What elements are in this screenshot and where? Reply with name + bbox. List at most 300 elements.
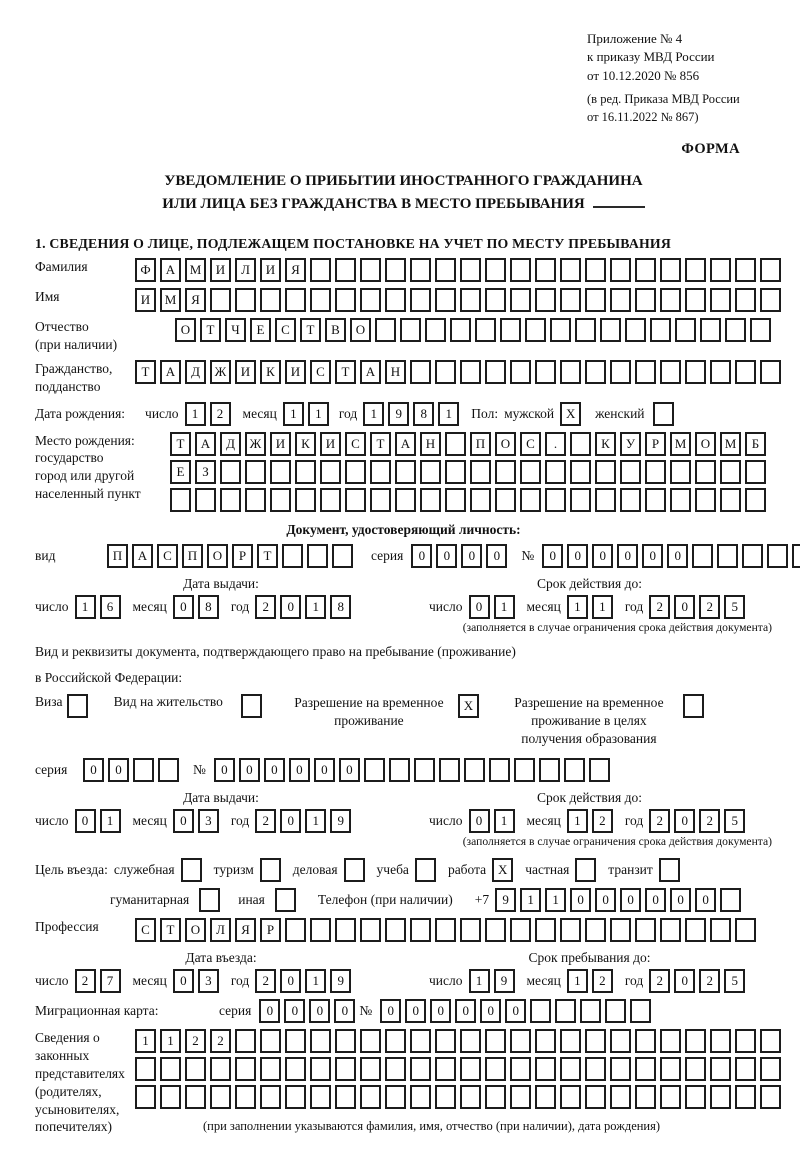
char-cell[interactable]: 0 xyxy=(280,969,301,993)
purpose-study-checkbox[interactable] xyxy=(415,858,440,882)
char-cell[interactable] xyxy=(555,999,576,1023)
char-cell[interactable]: 8 xyxy=(413,402,434,426)
char-cell[interactable] xyxy=(725,318,746,342)
char-cell[interactable] xyxy=(685,1029,706,1053)
char-cell[interactable] xyxy=(589,758,610,782)
char-cell[interactable]: Ж xyxy=(210,360,231,384)
char-cell[interactable]: 0 xyxy=(284,999,305,1023)
char-cell[interactable]: 2 xyxy=(210,402,231,426)
char-cell[interactable]: 0 xyxy=(339,758,360,782)
char-cell[interactable] xyxy=(535,288,556,312)
char-cell[interactable]: О xyxy=(695,432,716,456)
char-cell[interactable]: 1 xyxy=(185,402,206,426)
char-cell[interactable]: Т xyxy=(200,318,221,342)
char-cell[interactable] xyxy=(210,288,231,312)
char-cell[interactable] xyxy=(720,460,741,484)
char-cell[interactable]: 1 xyxy=(100,809,121,833)
char-cell[interactable] xyxy=(410,1057,431,1081)
char-cell[interactable]: 2 xyxy=(185,1029,206,1053)
option-residence-permit-checkbox[interactable] xyxy=(241,694,266,718)
residence-issue-year-cells[interactable] xyxy=(255,809,355,833)
char-cell[interactable]: О xyxy=(495,432,516,456)
char-cell[interactable]: И xyxy=(235,360,256,384)
char-cell[interactable] xyxy=(410,288,431,312)
char-cell[interactable]: Р xyxy=(260,918,281,942)
char-cell[interactable] xyxy=(270,460,291,484)
char-cell[interactable] xyxy=(445,460,466,484)
char-cell[interactable] xyxy=(735,360,756,384)
option-visa-checkbox[interactable] xyxy=(67,694,92,718)
char-cell[interactable] xyxy=(495,488,516,512)
char-cell[interactable]: Т xyxy=(170,432,191,456)
char-cell[interactable] xyxy=(510,360,531,384)
char-cell[interactable] xyxy=(660,288,681,312)
char-cell[interactable] xyxy=(585,1057,606,1081)
char-cell[interactable]: 0 xyxy=(667,544,688,568)
char-cell[interactable] xyxy=(510,918,531,942)
char-cell[interactable]: 0 xyxy=(173,595,194,619)
char-cell[interactable] xyxy=(360,1029,381,1053)
char-cell[interactable] xyxy=(745,460,766,484)
char-cell[interactable]: 0 xyxy=(430,999,451,1023)
char-cell[interactable] xyxy=(210,1057,231,1081)
char-cell[interactable] xyxy=(335,288,356,312)
char-cell[interactable]: 1 xyxy=(283,402,304,426)
char-cell[interactable] xyxy=(415,858,436,882)
given-name-cells[interactable] xyxy=(135,288,785,312)
char-cell[interactable] xyxy=(700,318,721,342)
char-cell[interactable] xyxy=(160,1057,181,1081)
char-cell[interactable]: 1 xyxy=(567,969,588,993)
char-cell[interactable] xyxy=(720,888,741,912)
char-cell[interactable] xyxy=(445,432,466,456)
migration-card-number-cells[interactable] xyxy=(380,999,655,1023)
char-cell[interactable]: 1 xyxy=(305,595,326,619)
char-cell[interactable] xyxy=(660,918,681,942)
char-cell[interactable] xyxy=(260,1085,281,1109)
char-cell[interactable]: 0 xyxy=(264,758,285,782)
char-cell[interactable]: 0 xyxy=(280,595,301,619)
char-cell[interactable]: 0 xyxy=(289,758,310,782)
char-cell[interactable]: 2 xyxy=(592,969,613,993)
char-cell[interactable] xyxy=(310,258,331,282)
char-cell[interactable]: 0 xyxy=(309,999,330,1023)
char-cell[interactable] xyxy=(485,360,506,384)
char-cell[interactable] xyxy=(310,1057,331,1081)
char-cell[interactable]: 9 xyxy=(330,969,351,993)
char-cell[interactable]: 9 xyxy=(495,888,516,912)
char-cell[interactable]: 0 xyxy=(592,544,613,568)
char-cell[interactable] xyxy=(560,918,581,942)
char-cell[interactable] xyxy=(460,1057,481,1081)
char-cell[interactable] xyxy=(635,918,656,942)
char-cell[interactable] xyxy=(560,1057,581,1081)
char-cell[interactable] xyxy=(530,999,551,1023)
char-cell[interactable] xyxy=(420,460,441,484)
char-cell[interactable]: 2 xyxy=(649,809,670,833)
char-cell[interactable]: С xyxy=(345,432,366,456)
identity-issue-year-cells[interactable] xyxy=(255,595,355,619)
char-cell[interactable]: С xyxy=(157,544,178,568)
char-cell[interactable] xyxy=(395,460,416,484)
char-cell[interactable]: Ч xyxy=(225,318,246,342)
char-cell[interactable]: 0 xyxy=(259,999,280,1023)
char-cell[interactable] xyxy=(635,1085,656,1109)
char-cell[interactable]: К xyxy=(295,432,316,456)
char-cell[interactable] xyxy=(570,488,591,512)
char-cell[interactable] xyxy=(320,460,341,484)
char-cell[interactable]: М xyxy=(720,432,741,456)
char-cell[interactable] xyxy=(295,488,316,512)
char-cell[interactable] xyxy=(285,288,306,312)
char-cell[interactable] xyxy=(660,360,681,384)
char-cell[interactable] xyxy=(710,1029,731,1053)
char-cell[interactable] xyxy=(610,1085,631,1109)
char-cell[interactable] xyxy=(710,1057,731,1081)
gender-female-checkbox[interactable] xyxy=(653,402,678,426)
char-cell[interactable]: Е xyxy=(250,318,271,342)
char-cell[interactable] xyxy=(370,460,391,484)
char-cell[interactable] xyxy=(605,999,626,1023)
char-cell[interactable] xyxy=(695,488,716,512)
char-cell[interactable] xyxy=(720,488,741,512)
char-cell[interactable]: 0 xyxy=(570,888,591,912)
char-cell[interactable]: 5 xyxy=(724,595,745,619)
char-cell[interactable] xyxy=(660,258,681,282)
char-cell[interactable] xyxy=(742,544,763,568)
purpose-tourism-checkbox[interactable] xyxy=(260,858,285,882)
char-cell[interactable] xyxy=(158,758,179,782)
char-cell[interactable] xyxy=(520,460,541,484)
char-cell[interactable]: 0 xyxy=(642,544,663,568)
char-cell[interactable] xyxy=(489,758,510,782)
char-cell[interactable]: 2 xyxy=(649,595,670,619)
entry-month-cells[interactable] xyxy=(173,969,223,993)
char-cell[interactable]: 1 xyxy=(494,595,515,619)
char-cell[interactable] xyxy=(710,360,731,384)
char-cell[interactable]: Т xyxy=(335,360,356,384)
gender-male-checkbox[interactable] xyxy=(560,402,585,426)
char-cell[interactable] xyxy=(435,288,456,312)
char-cell[interactable] xyxy=(464,758,485,782)
char-cell[interactable]: . xyxy=(545,432,566,456)
char-cell[interactable]: 1 xyxy=(135,1029,156,1053)
char-cell[interactable] xyxy=(245,488,266,512)
char-cell[interactable] xyxy=(575,318,596,342)
char-cell[interactable] xyxy=(485,258,506,282)
char-cell[interactable] xyxy=(485,1029,506,1053)
char-cell[interactable] xyxy=(510,1085,531,1109)
char-cell[interactable] xyxy=(545,460,566,484)
char-cell[interactable] xyxy=(760,1085,781,1109)
char-cell[interactable]: С xyxy=(520,432,541,456)
char-cell[interactable] xyxy=(600,318,621,342)
citizenship-cells[interactable] xyxy=(135,360,785,384)
char-cell[interactable] xyxy=(485,1057,506,1081)
char-cell[interactable]: М xyxy=(160,288,181,312)
char-cell[interactable]: 0 xyxy=(173,809,194,833)
char-cell[interactable] xyxy=(439,758,460,782)
char-cell[interactable]: 2 xyxy=(255,969,276,993)
char-cell[interactable]: 0 xyxy=(75,809,96,833)
entry-day-cells[interactable] xyxy=(75,969,125,993)
char-cell[interactable] xyxy=(485,288,506,312)
char-cell[interactable]: 1 xyxy=(545,888,566,912)
residence-number-cells[interactable] xyxy=(214,758,614,782)
char-cell[interactable] xyxy=(610,1029,631,1053)
char-cell[interactable]: 3 xyxy=(198,809,219,833)
char-cell[interactable] xyxy=(410,1029,431,1053)
char-cell[interactable]: Л xyxy=(210,918,231,942)
purpose-commercial-checkbox[interactable] xyxy=(344,858,369,882)
birth-place-cells-row1[interactable] xyxy=(170,432,770,456)
char-cell[interactable] xyxy=(285,918,306,942)
char-cell[interactable] xyxy=(389,758,410,782)
char-cell[interactable]: М xyxy=(670,432,691,456)
char-cell[interactable] xyxy=(445,488,466,512)
char-cell[interactable] xyxy=(535,258,556,282)
char-cell[interactable]: 9 xyxy=(388,402,409,426)
char-cell[interactable] xyxy=(635,360,656,384)
char-cell[interactable] xyxy=(635,1029,656,1053)
residence-series-cells[interactable] xyxy=(83,758,183,782)
char-cell[interactable]: 0 xyxy=(695,888,716,912)
char-cell[interactable]: 0 xyxy=(617,544,638,568)
char-cell[interactable] xyxy=(170,488,191,512)
char-cell[interactable]: 0 xyxy=(461,544,482,568)
char-cell[interactable]: X xyxy=(458,694,479,718)
char-cell[interactable] xyxy=(550,318,571,342)
purpose-work-checkbox[interactable] xyxy=(492,858,517,882)
char-cell[interactable] xyxy=(510,1057,531,1081)
char-cell[interactable] xyxy=(535,1085,556,1109)
char-cell[interactable]: И xyxy=(270,432,291,456)
char-cell[interactable] xyxy=(659,858,680,882)
char-cell[interactable] xyxy=(653,402,674,426)
char-cell[interactable]: 0 xyxy=(670,888,691,912)
char-cell[interactable] xyxy=(580,999,601,1023)
char-cell[interactable]: Я xyxy=(185,288,206,312)
char-cell[interactable] xyxy=(220,460,241,484)
birth-place-cells-row3[interactable] xyxy=(170,488,770,512)
char-cell[interactable] xyxy=(435,1029,456,1053)
char-cell[interactable] xyxy=(760,360,781,384)
char-cell[interactable]: Р xyxy=(645,432,666,456)
char-cell[interactable] xyxy=(514,758,535,782)
char-cell[interactable] xyxy=(310,288,331,312)
stay-month-cells[interactable] xyxy=(567,969,617,993)
char-cell[interactable]: 1 xyxy=(592,595,613,619)
char-cell[interactable]: 1 xyxy=(438,402,459,426)
entry-year-cells[interactable] xyxy=(255,969,355,993)
purpose-other-checkbox[interactable] xyxy=(275,888,300,912)
char-cell[interactable]: 2 xyxy=(699,809,720,833)
identity-valid-day-cells[interactable] xyxy=(469,595,519,619)
char-cell[interactable] xyxy=(414,758,435,782)
char-cell[interactable]: А xyxy=(160,360,181,384)
char-cell[interactable] xyxy=(525,318,546,342)
char-cell[interactable] xyxy=(685,288,706,312)
char-cell[interactable] xyxy=(335,1057,356,1081)
char-cell[interactable] xyxy=(181,858,202,882)
char-cell[interactable] xyxy=(660,1085,681,1109)
patronymic-cells[interactable] xyxy=(175,318,775,342)
char-cell[interactable] xyxy=(570,432,591,456)
char-cell[interactable]: 0 xyxy=(542,544,563,568)
residence-valid-month-cells[interactable] xyxy=(567,809,617,833)
char-cell[interactable] xyxy=(660,1057,681,1081)
char-cell[interactable] xyxy=(460,258,481,282)
char-cell[interactable] xyxy=(560,1085,581,1109)
char-cell[interactable] xyxy=(470,460,491,484)
char-cell[interactable] xyxy=(335,258,356,282)
char-cell[interactable] xyxy=(685,258,706,282)
char-cell[interactable]: 0 xyxy=(108,758,129,782)
char-cell[interactable]: 0 xyxy=(674,809,695,833)
char-cell[interactable] xyxy=(539,758,560,782)
char-cell[interactable]: Н xyxy=(420,432,441,456)
char-cell[interactable]: А xyxy=(132,544,153,568)
char-cell[interactable] xyxy=(710,288,731,312)
char-cell[interactable]: 1 xyxy=(567,595,588,619)
char-cell[interactable]: А xyxy=(195,432,216,456)
char-cell[interactable] xyxy=(675,318,696,342)
birth-place-cells-row2[interactable] xyxy=(170,460,770,484)
char-cell[interactable]: 0 xyxy=(334,999,355,1023)
char-cell[interactable] xyxy=(760,258,781,282)
char-cell[interactable] xyxy=(695,460,716,484)
char-cell[interactable]: 9 xyxy=(330,809,351,833)
char-cell[interactable]: Н xyxy=(385,360,406,384)
char-cell[interactable]: К xyxy=(595,432,616,456)
char-cell[interactable] xyxy=(650,318,671,342)
char-cell[interactable] xyxy=(510,288,531,312)
char-cell[interactable]: 2 xyxy=(592,809,613,833)
char-cell[interactable] xyxy=(410,258,431,282)
char-cell[interactable] xyxy=(370,488,391,512)
char-cell[interactable] xyxy=(360,288,381,312)
char-cell[interactable]: И xyxy=(210,258,231,282)
char-cell[interactable]: 0 xyxy=(469,809,490,833)
migration-card-series-cells[interactable] xyxy=(259,999,359,1023)
char-cell[interactable] xyxy=(410,360,431,384)
char-cell[interactable]: И xyxy=(135,288,156,312)
char-cell[interactable]: Я xyxy=(285,258,306,282)
char-cell[interactable] xyxy=(735,918,756,942)
char-cell[interactable] xyxy=(575,858,596,882)
identity-valid-month-cells[interactable] xyxy=(567,595,617,619)
char-cell[interactable] xyxy=(585,1029,606,1053)
char-cell[interactable] xyxy=(760,288,781,312)
char-cell[interactable] xyxy=(683,694,704,718)
char-cell[interactable]: П xyxy=(470,432,491,456)
char-cell[interactable]: З xyxy=(195,460,216,484)
char-cell[interactable] xyxy=(310,918,331,942)
char-cell[interactable]: 0 xyxy=(567,544,588,568)
char-cell[interactable] xyxy=(435,1085,456,1109)
char-cell[interactable]: С xyxy=(310,360,331,384)
char-cell[interactable] xyxy=(545,488,566,512)
char-cell[interactable]: 0 xyxy=(674,595,695,619)
purpose-transit-checkbox[interactable] xyxy=(659,858,684,882)
char-cell[interactable] xyxy=(585,360,606,384)
char-cell[interactable] xyxy=(685,360,706,384)
char-cell[interactable]: 0 xyxy=(405,999,426,1023)
char-cell[interactable] xyxy=(735,288,756,312)
char-cell[interactable] xyxy=(535,918,556,942)
char-cell[interactable] xyxy=(625,318,646,342)
char-cell[interactable] xyxy=(685,1085,706,1109)
identity-issue-day-cells[interactable] xyxy=(75,595,125,619)
char-cell[interactable] xyxy=(185,1085,206,1109)
char-cell[interactable] xyxy=(535,1057,556,1081)
char-cell[interactable] xyxy=(620,460,641,484)
char-cell[interactable]: 2 xyxy=(699,969,720,993)
char-cell[interactable] xyxy=(385,918,406,942)
char-cell[interactable] xyxy=(335,1029,356,1053)
birth-month-cells[interactable] xyxy=(283,402,333,426)
option-temp-residence-checkbox[interactable] xyxy=(458,694,483,718)
char-cell[interactable] xyxy=(420,488,441,512)
char-cell[interactable]: 5 xyxy=(724,809,745,833)
char-cell[interactable]: 0 xyxy=(83,758,104,782)
char-cell[interactable] xyxy=(310,1085,331,1109)
char-cell[interactable]: Д xyxy=(220,432,241,456)
residence-issue-month-cells[interactable] xyxy=(173,809,223,833)
residence-issue-day-cells[interactable] xyxy=(75,809,125,833)
birth-day-cells[interactable] xyxy=(185,402,235,426)
char-cell[interactable] xyxy=(610,258,631,282)
birth-year-cells[interactable] xyxy=(363,402,463,426)
char-cell[interactable] xyxy=(710,918,731,942)
char-cell[interactable]: С xyxy=(275,318,296,342)
char-cell[interactable]: 0 xyxy=(314,758,335,782)
identity-doc-number-cells[interactable] xyxy=(542,544,800,568)
char-cell[interactable] xyxy=(285,1029,306,1053)
char-cell[interactable]: 0 xyxy=(239,758,260,782)
char-cell[interactable]: Р xyxy=(232,544,253,568)
char-cell[interactable] xyxy=(195,488,216,512)
char-cell[interactable] xyxy=(610,918,631,942)
char-cell[interactable] xyxy=(500,318,521,342)
surname-cells[interactable] xyxy=(135,258,785,282)
char-cell[interactable] xyxy=(585,288,606,312)
char-cell[interactable] xyxy=(135,1057,156,1081)
char-cell[interactable] xyxy=(735,258,756,282)
char-cell[interactable] xyxy=(410,918,431,942)
char-cell[interactable] xyxy=(360,258,381,282)
identity-valid-year-cells[interactable] xyxy=(649,595,749,619)
purpose-private-checkbox[interactable] xyxy=(575,858,600,882)
representatives-cells-row2[interactable] xyxy=(135,1057,785,1081)
char-cell[interactable] xyxy=(460,360,481,384)
char-cell[interactable]: 1 xyxy=(160,1029,181,1053)
char-cell[interactable] xyxy=(564,758,585,782)
char-cell[interactable] xyxy=(400,318,421,342)
char-cell[interactable] xyxy=(410,1085,431,1109)
char-cell[interactable] xyxy=(595,460,616,484)
char-cell[interactable] xyxy=(375,318,396,342)
char-cell[interactable] xyxy=(520,488,541,512)
char-cell[interactable] xyxy=(485,918,506,942)
char-cell[interactable] xyxy=(460,918,481,942)
char-cell[interactable]: 0 xyxy=(505,999,526,1023)
char-cell[interactable] xyxy=(260,1029,281,1053)
char-cell[interactable] xyxy=(310,1029,331,1053)
char-cell[interactable]: У xyxy=(620,432,641,456)
char-cell[interactable]: 9 xyxy=(494,969,515,993)
char-cell[interactable] xyxy=(560,360,581,384)
